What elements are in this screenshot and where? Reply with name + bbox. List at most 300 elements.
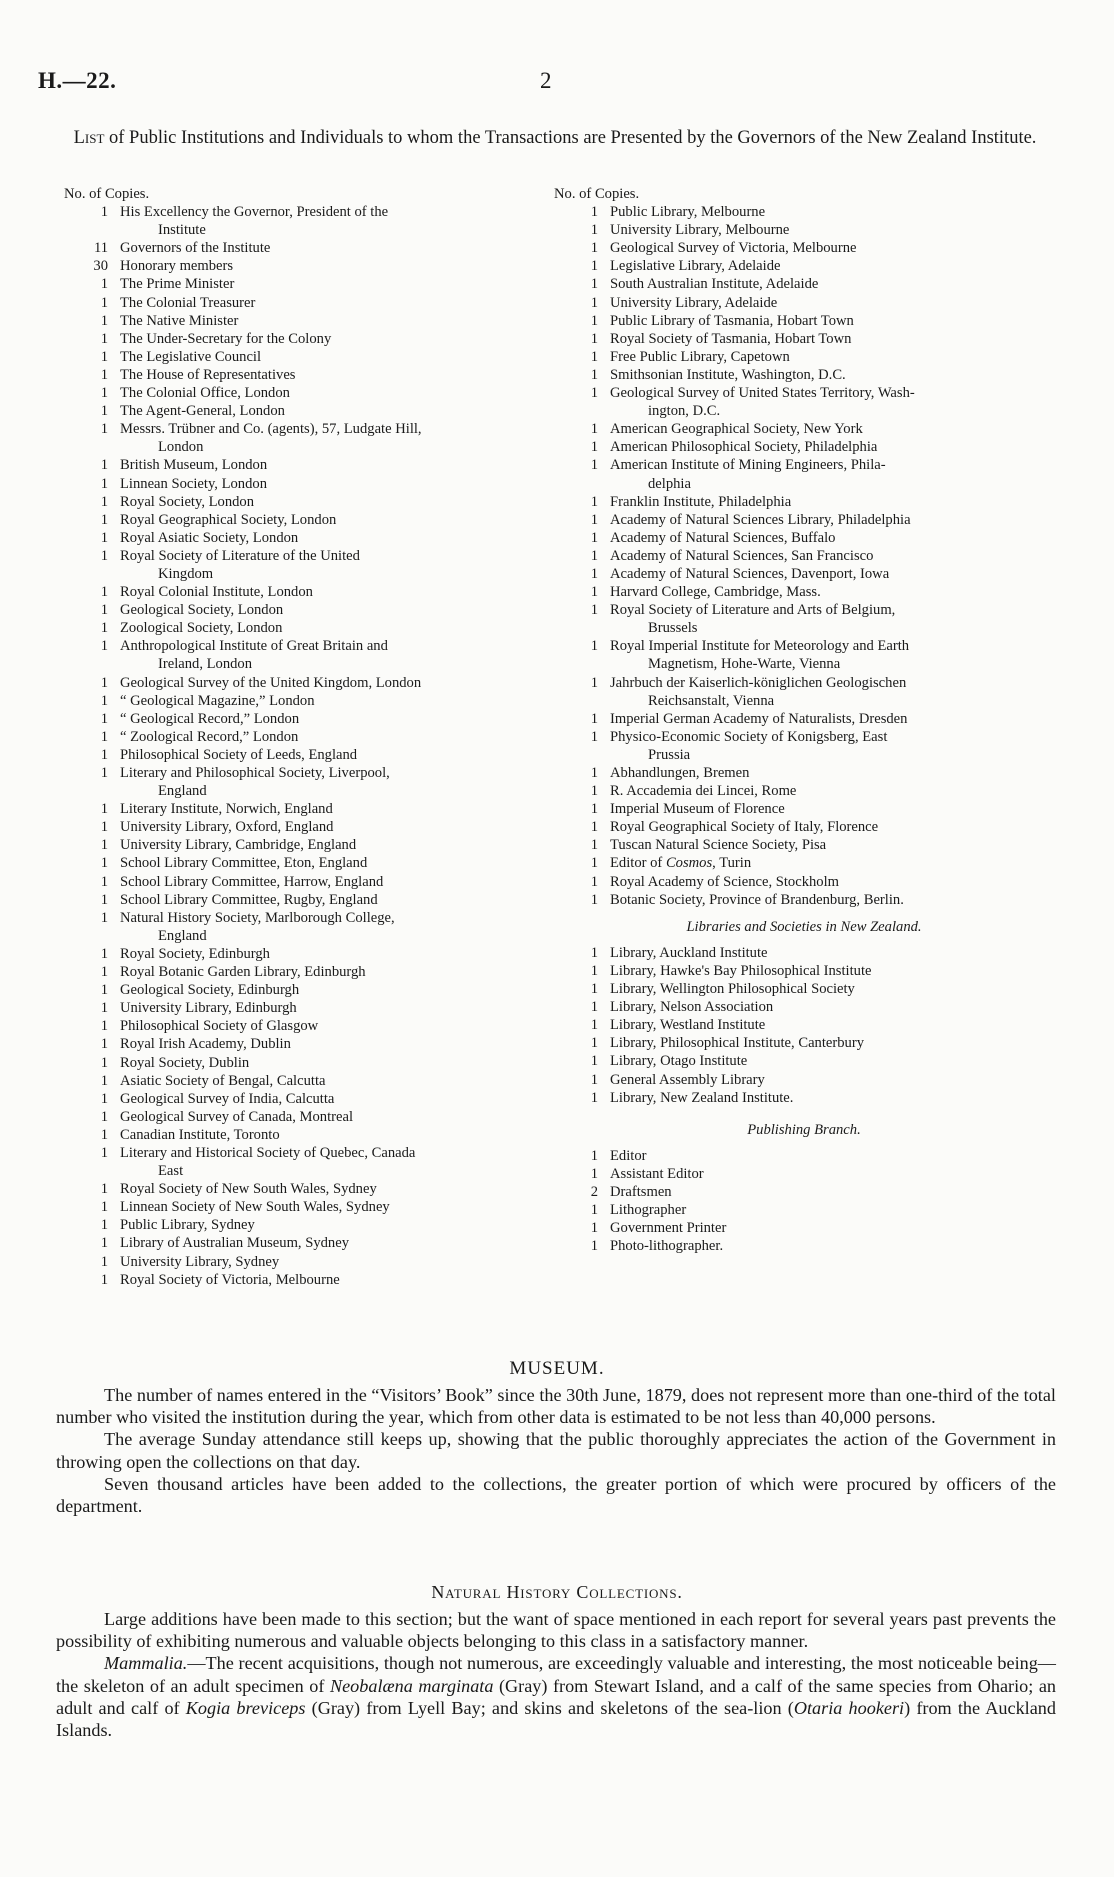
copies-count: 1 (100, 584, 108, 601)
list-entry (554, 294, 1024, 312)
recipient-text: The Prime Minister (120, 276, 235, 293)
right-column-heading: No. of Copies. (554, 186, 640, 202)
recipient-name (120, 1054, 534, 1072)
recipient-name (120, 601, 534, 619)
species-name: Neobalæna marginata (329, 1675, 494, 1696)
recipient-text: Royal Society, Edinburgh (120, 945, 270, 962)
list-title (70, 128, 1040, 149)
recipient-name (120, 999, 534, 1017)
mammalia-text: ) from the Auckland Islands. (56, 1697, 1056, 1741)
list-entry (554, 547, 1024, 565)
list-entry (64, 601, 534, 619)
list-entry (554, 891, 1024, 909)
copies-count: 1 (100, 547, 108, 564)
list-entry (64, 873, 534, 891)
recipient-text: Royal Colonial Institute, London (120, 584, 313, 601)
recipient-name (610, 980, 1024, 998)
recipient-text: Public Library, Melbourne (610, 204, 766, 221)
copies-count: 1 (100, 855, 108, 872)
list-entry (554, 980, 1024, 998)
recipient-text: Library, Hawke's Bay Philosophical Institute (610, 962, 872, 979)
copies-count: 1 (590, 547, 598, 564)
recipient-text: American Geographical Society, New York (610, 421, 863, 438)
museum-paragraph: Seven thousand articles have been added to the collections, the greater portion of which were procured by officers of the department. (56, 1473, 1056, 1517)
recipient-name (120, 873, 534, 891)
copies-count: 1 (590, 1238, 598, 1255)
copies-count: 1 (590, 529, 598, 546)
list-entry (554, 203, 1024, 221)
list-entry (64, 981, 534, 999)
copies-count: 11 (93, 240, 108, 257)
right-column (554, 185, 1024, 1255)
recipient-text: School Library Committee, Eton, England (120, 855, 368, 872)
museum-title: MUSEUM. (509, 1358, 605, 1379)
recipient-text: Asiatic Society of Bengal, Calcutta (120, 1072, 326, 1089)
recipient-text: Royal Society of Victoria, Melbourne (120, 1271, 340, 1288)
recipient-name (610, 1183, 1024, 1201)
list-entry (64, 963, 534, 981)
recipient-name (120, 529, 534, 547)
list-entry (64, 1054, 534, 1072)
list-entry (64, 674, 534, 692)
recipient-text: “ Geological Record,” London (120, 710, 300, 727)
list-entry (64, 456, 534, 474)
list-entry (64, 1035, 534, 1053)
recipient-text: Lithographer (610, 1202, 687, 1219)
recipient-continuation: Ireland, London (158, 656, 253, 673)
copies-count: 1 (590, 1017, 598, 1034)
recipient-name (120, 1072, 534, 1090)
list-entry (64, 529, 534, 547)
recipient-text: , Turin (712, 855, 752, 872)
recipient-text: Library, Wellington Philosophical Society (610, 981, 855, 998)
left-column-heading: No. of Copies. (64, 186, 150, 202)
list-entry (64, 583, 534, 601)
list-entry (554, 728, 1024, 764)
recipient-text: The Agent-General, London (120, 403, 285, 420)
list-entry (64, 1180, 534, 1198)
list-entry (64, 330, 534, 348)
list-entry (554, 1034, 1024, 1052)
recipient-name (610, 1219, 1024, 1237)
recipient-continuation: delphia (648, 475, 691, 492)
list-entry (64, 475, 534, 493)
recipient-name (610, 891, 1024, 909)
copies-count: 1 (100, 475, 108, 492)
list-entry (64, 909, 534, 945)
recipient-text: Academy of Natural Sciences, Davenport, Iowa (610, 565, 890, 582)
list-entry (64, 1253, 534, 1271)
copies-count: 1 (100, 692, 108, 709)
recipient-name (120, 836, 534, 854)
recipient-name (120, 493, 534, 511)
recipient-name (120, 330, 534, 348)
list-entry (64, 493, 534, 511)
recipient-name (120, 764, 534, 800)
copies-count: 1 (100, 1271, 108, 1288)
recipient-name (120, 384, 534, 402)
recipient-text: Geological Survey of Canada, Montreal (120, 1108, 354, 1125)
recipient-text: Harvard College, Cambridge, Mass. (610, 584, 821, 601)
recipient-text: Tuscan Natural Science Society, Pisa (610, 837, 827, 854)
recipient-name (610, 1089, 1024, 1107)
recipient-text: Academy of Natural Sciences, Buffalo (610, 529, 836, 546)
recipient-name (120, 203, 534, 239)
list-entry (554, 1052, 1024, 1070)
mammalia-lead: Mammalia. (104, 1653, 188, 1674)
list-entry (554, 764, 1024, 782)
recipient-name (610, 962, 1024, 980)
recipient-name (120, 1108, 534, 1126)
recipient-name (610, 583, 1024, 601)
recipient-name (120, 637, 534, 673)
recipient-continuation: England (158, 783, 207, 800)
copies-count: 1 (590, 837, 598, 854)
list-entry (554, 384, 1024, 420)
recipient-name (120, 511, 534, 529)
list-entry (554, 710, 1024, 728)
recipient-name (610, 493, 1024, 511)
copies-count: 1 (590, 584, 598, 601)
recipient-text: Royal Imperial Institute for Meteorology and Earth (610, 638, 910, 655)
recipient-text: Geological Survey of the United Kingdom, London (120, 674, 422, 691)
copies-count: 1 (100, 1217, 108, 1234)
recipient-text: Zoological Society, London (120, 620, 283, 637)
species-name: Otaria hookeri (793, 1697, 905, 1718)
recipient-text: Government Printer (610, 1220, 727, 1237)
copies-count: 1 (590, 1165, 598, 1182)
recipient-text: Academy of Natural Sciences, San Francisco (610, 547, 874, 564)
list-entry (554, 275, 1024, 293)
recipient-name (120, 818, 534, 836)
recipient-name (610, 1201, 1024, 1219)
list-entry (554, 1071, 1024, 1089)
recipient-name (120, 674, 534, 692)
copies-count: 1 (100, 765, 108, 781)
list-entry (64, 891, 534, 909)
list-entry (554, 583, 1024, 601)
recipient-name (120, 1035, 534, 1053)
recipient-text: Botanic Society, Province of Brandenburg, Berlin. (610, 891, 904, 908)
copies-count: 1 (590, 204, 598, 221)
list-entry (554, 1165, 1024, 1183)
copies-count: 1 (590, 783, 598, 800)
copies-count: 1 (590, 981, 598, 998)
recipient-name (120, 746, 534, 764)
recipient-name (610, 674, 1024, 710)
copies-count: 1 (590, 728, 598, 745)
recipient-text: Legislative Library, Adelaide (610, 258, 781, 275)
list-entry (64, 854, 534, 872)
list-entry (64, 1234, 534, 1252)
copies-count: 1 (100, 945, 108, 962)
copies-count: 1 (590, 1089, 598, 1106)
list-entry (64, 203, 534, 239)
copies-count: 1 (100, 909, 108, 926)
copies-count: 1 (590, 493, 598, 510)
copies-count: 1 (100, 493, 108, 510)
recipient-name (120, 1271, 534, 1289)
copies-count: 1 (100, 746, 108, 763)
recipient-continuation: Institute (158, 222, 206, 239)
museum-text (56, 1384, 1056, 1517)
recipient-text: Library, Otago Institute (610, 1053, 748, 1070)
copies-count: 1 (590, 385, 598, 402)
list-entry (554, 529, 1024, 547)
copies-count: 1 (100, 403, 108, 420)
recipient-name (610, 366, 1024, 384)
museum-paragraph: The average Sunday attendance still keeps up, showing that the public thoroughly appreciates the action of the Government in throwing open the collections on that day. (56, 1429, 1056, 1472)
list-entry (64, 547, 534, 583)
copies-count: 1 (590, 222, 598, 239)
recipient-text: Geological Society, Edinburgh (120, 982, 300, 999)
list-entry (64, 402, 534, 420)
recipient-name (120, 1180, 534, 1198)
recipient-name (120, 1017, 534, 1035)
copies-count: 1 (100, 674, 108, 691)
recipient-text: Library, Nelson Association (610, 999, 774, 1016)
right-entries (554, 203, 1024, 909)
page-number: 2 (540, 68, 552, 93)
copies-count: 1 (100, 294, 108, 311)
museum-paragraph: The number of names entered in the “Visitors’ Book” since the 30th June, 1879, does not represent more than one-third of the total number who visited the institution during the year, which from other data is estimated to be not less than 40,000 persons. (56, 1385, 1056, 1428)
copies-count: 1 (100, 1126, 108, 1143)
recipient-text: “ Zoological Record,” London (120, 728, 299, 745)
recipient-text: Library, Westland Institute (610, 1017, 766, 1034)
natural-history-text (56, 1608, 1056, 1741)
recipient-name (120, 854, 534, 872)
list-entry (554, 800, 1024, 818)
copies-count: 1 (590, 1220, 598, 1237)
copies-count: 1 (100, 710, 108, 727)
copies-count: 1 (100, 891, 108, 908)
copies-count: 1 (100, 529, 108, 546)
recipient-name (610, 420, 1024, 438)
recipient-text: Photo-lithographer. (610, 1238, 724, 1255)
recipient-text: Linnean Society of New South Wales, Sydney (120, 1199, 390, 1216)
recipient-name (120, 909, 534, 945)
recipient-text: University Library, Adelaide (610, 294, 778, 311)
recipient-name (610, 782, 1024, 800)
recipient-name (610, 1034, 1024, 1052)
recipient-text: Library, Auckland Institute (610, 944, 768, 961)
recipient-name (610, 511, 1024, 529)
list-entry (64, 800, 534, 818)
list-entry (64, 275, 534, 293)
recipient-name (120, 1198, 534, 1216)
copies-count: 1 (100, 873, 108, 890)
recipient-name (610, 257, 1024, 275)
recipient-text: Canadian Institute, Toronto (120, 1126, 280, 1143)
copies-count: 1 (590, 855, 598, 872)
mammalia-text: (Gray) from Stewart Island, and a calf of the same species from Ohario; an adult and calf of (56, 1675, 1056, 1718)
recipient-name (610, 565, 1024, 583)
publishing-subheading: Publishing Branch. (747, 1121, 861, 1138)
list-entry (554, 854, 1024, 872)
species-name: Kogia breviceps (185, 1697, 306, 1718)
list-entry (554, 239, 1024, 257)
recipient-text: Imperial Museum of Florence (610, 801, 785, 818)
list-entry (64, 836, 534, 854)
list-entry (64, 1108, 534, 1126)
list-entry (554, 493, 1024, 511)
list-entry (554, 348, 1024, 366)
list-entry (64, 818, 534, 836)
copies-count: 1 (590, 710, 598, 727)
recipient-text: Draftsmen (610, 1183, 672, 1200)
recipient-name (120, 1234, 534, 1252)
recipient-text: Royal Society of Literature of the United (120, 547, 360, 564)
copies-count: 1 (100, 457, 108, 474)
list-entry (64, 1144, 534, 1180)
list-entry (554, 1147, 1024, 1165)
list-entry (64, 1072, 534, 1090)
recipient-text: Philosophical Society of Glasgow (120, 1018, 319, 1035)
recipient-text: Royal Academy of Science, Stockholm (610, 873, 839, 890)
recipient-name (120, 420, 534, 456)
recipient-text: University Library, Sydney (120, 1253, 280, 1270)
recipient-continuation: England (158, 927, 207, 944)
list-entry (64, 1126, 534, 1144)
recipient-name (610, 637, 1024, 673)
recipient-text: School Library Committee, Rugby, England (120, 891, 378, 908)
copies-count: 1 (100, 1144, 108, 1161)
list-entry (554, 511, 1024, 529)
recipient-name (610, 456, 1024, 492)
copies-count: 1 (590, 638, 598, 655)
recipient-text: British Museum, London (120, 457, 268, 474)
recipient-name (120, 583, 534, 601)
mammalia-paragraph (56, 1652, 1056, 1741)
recipient-name (120, 402, 534, 420)
list-entry (64, 294, 534, 312)
recipient-text: The Colonial Office, London (120, 385, 290, 402)
recipient-text: Abhandlungen, Bremen (610, 765, 750, 781)
recipient-name (610, 854, 1024, 872)
recipient-text: University Library, Melbourne (610, 222, 790, 239)
copies-count: 1 (590, 1202, 598, 1219)
list-entry (64, 764, 534, 800)
copies-count: 1 (100, 312, 108, 329)
list-entry (554, 944, 1024, 962)
recipient-name (610, 547, 1024, 565)
copies-count: 1 (100, 801, 108, 818)
copies-count: 1 (590, 330, 598, 347)
recipient-text: School Library Committee, Harrow, England (120, 873, 384, 890)
left-column (64, 185, 534, 1289)
recipient-text: Library, Philosophical Institute, Canterbury (610, 1035, 864, 1052)
recipient-text: Literary and Historical Society of Quebec, Canada (120, 1144, 416, 1161)
recipient-text: Library, New Zealand Institute. (610, 1089, 794, 1106)
recipient-text: Royal Geographical Society, London (120, 511, 337, 528)
recipient-name (610, 764, 1024, 782)
list-entry (64, 945, 534, 963)
list-entry (64, 1090, 534, 1108)
list-entry (554, 873, 1024, 891)
recipient-text: Smithsonian Institute, Washington, D.C. (610, 366, 846, 383)
recipient-text: Imperial German Academy of Naturalists, Dresden (610, 710, 908, 727)
copies-count: 1 (590, 439, 598, 456)
recipient-name (610, 1071, 1024, 1089)
list-entry (64, 1198, 534, 1216)
copies-count: 1 (590, 511, 598, 528)
copies-count: 1 (100, 982, 108, 999)
list-entry (554, 998, 1024, 1016)
list-entry (554, 1016, 1024, 1034)
list-entry (554, 420, 1024, 438)
recipient-text: Royal Asiatic Society, London (120, 529, 299, 546)
copies-count: 1 (100, 511, 108, 528)
copies-count: 1 (100, 1199, 108, 1216)
recipient-name (120, 1216, 534, 1234)
list-entry (554, 312, 1024, 330)
copies-count: 1 (100, 366, 108, 383)
recipient-text: Royal Society of Tasmania, Hobart Town (610, 330, 852, 347)
copies-count: 1 (100, 638, 108, 655)
copies-count: 1 (590, 765, 598, 781)
list-entry (554, 366, 1024, 384)
copies-count: 1 (590, 258, 598, 275)
recipient-text: General Assembly Library (610, 1071, 765, 1088)
list-entry (64, 710, 534, 728)
list-entry (554, 637, 1024, 673)
copies-count: 1 (590, 348, 598, 365)
recipient-name (610, 944, 1024, 962)
natural-history-paragraph: Large additions have been made to this section; but the want of space mentioned in each report for several years past prevents the possibility of exhibiting numerous and valuable objects belonging to this class in a satisfactory manner. (56, 1609, 1056, 1652)
recipient-text: Free Public Library, Capetown (610, 348, 790, 365)
recipient-name (120, 1253, 534, 1271)
recipient-text: Jahrbuch der Kaiserlich-königlichen Geologischen (610, 674, 907, 691)
recipient-text: R. Accademia dei Lincei, Rome (610, 783, 797, 800)
copies-count: 1 (590, 891, 598, 908)
header-reference: H.—22. (38, 68, 117, 93)
copies-count: 1 (100, 1018, 108, 1035)
recipient-name (120, 891, 534, 909)
list-entry (554, 962, 1024, 980)
copies-count: 1 (100, 1054, 108, 1071)
list-entry (554, 1237, 1024, 1255)
list-entry (64, 257, 534, 275)
copies-count: 1 (100, 964, 108, 981)
list-entry (554, 818, 1024, 836)
recipient-name (610, 384, 1024, 420)
list-entry (554, 456, 1024, 492)
recipient-name (120, 366, 534, 384)
copies-count: 1 (590, 801, 598, 818)
recipient-name (120, 619, 534, 637)
recipient-name (610, 203, 1024, 221)
recipient-text: Messrs. Trübner and Co. (agents), 57, Ludgate Hill, (120, 421, 422, 438)
recipient-name (610, 312, 1024, 330)
list-entry (64, 348, 534, 366)
recipient-name (610, 221, 1024, 239)
recipient-name (610, 728, 1024, 764)
list-entry (554, 438, 1024, 456)
copies-count: 1 (100, 837, 108, 854)
copies-count: 1 (590, 962, 598, 979)
recipient-text: Linnean Society, London (120, 475, 267, 492)
copies-count: 1 (590, 1035, 598, 1052)
list-entry (64, 1017, 534, 1035)
recipient-text: The House of Representatives (120, 366, 296, 383)
natural-history-title: Natural History Collections. (431, 1582, 683, 1602)
recipient-name (610, 710, 1024, 728)
recipient-text: Royal Society of Literature and Arts of Belgium, (610, 602, 896, 619)
copies-count: 1 (590, 944, 598, 961)
recipient-continuation: Brussels (648, 620, 698, 637)
recipient-text: Geological Society, London (120, 602, 284, 619)
list-entry (554, 601, 1024, 637)
